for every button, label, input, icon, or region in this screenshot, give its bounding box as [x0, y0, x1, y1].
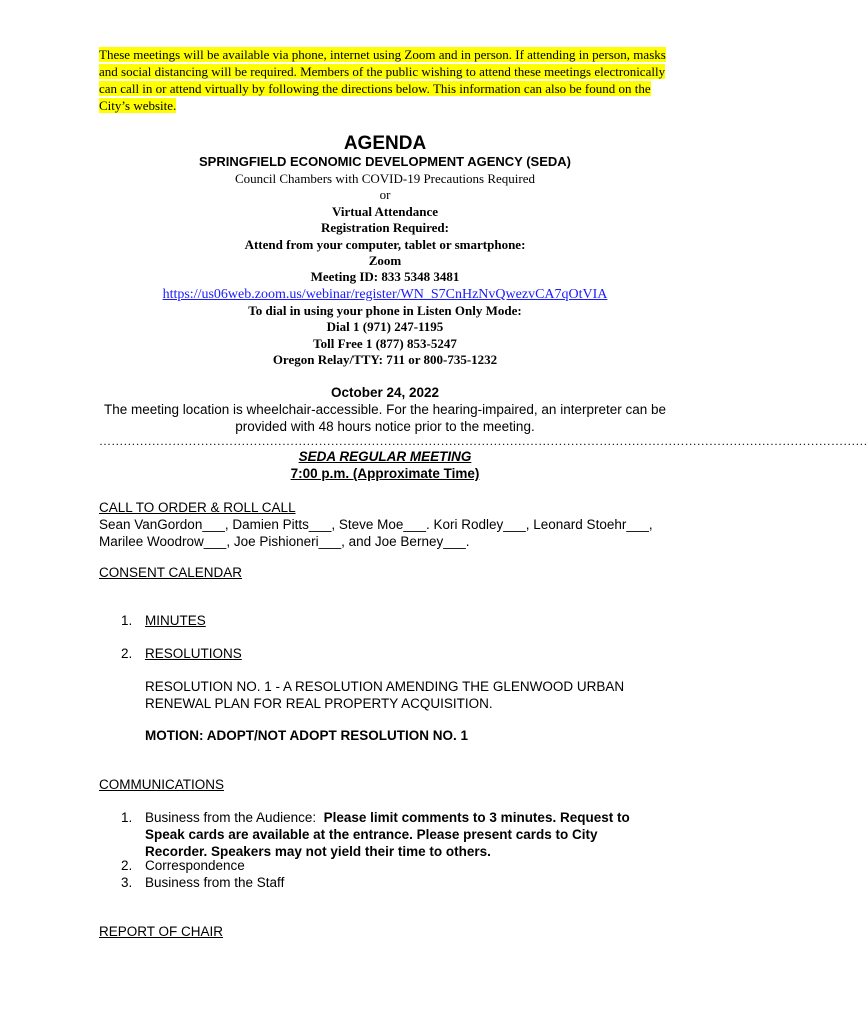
list-number: 3. [121, 875, 133, 890]
item-instructions: Speak cards are available at the entrance. Please present cards to City [145, 827, 598, 842]
resolution-text [145, 678, 665, 712]
correspondence-item: Correspondence [145, 858, 245, 873]
attend-line: Attend from your computer, tablet or smartphone: [244, 236, 526, 252]
item-instructions: Please limit comments to 3 minutes. Request to [323, 810, 630, 825]
resolutions-item: RESOLUTIONS [145, 646, 242, 661]
roll-call-line: Marilee Woodrow___, Joe Pishioneri___, and Joe Berney___. [99, 534, 470, 549]
dial-number: Dial 1 (971) 247-1195 [326, 319, 444, 335]
roll-call-heading: CALL TO ORDER & ROLL CALL [99, 500, 296, 515]
location-line: Council Chambers with COVID-19 Precautions Required [234, 171, 536, 186]
virtual-line: Virtual Attendance [331, 203, 439, 219]
report-of-chair-heading: REPORT OF CHAIR [99, 924, 224, 939]
resolution-line: RESOLUTION NO. 1 - A RESOLUTION AMENDING THE GLENWOOD URBAN [145, 679, 625, 694]
registration-line: Registration Required: [321, 220, 449, 236]
agency-name: SPRINGFIELD ECONOMIC DEVELOPMENT AGENCY (SEDA) [199, 154, 571, 169]
business-from-staff-item: Business from the Staff [145, 875, 285, 890]
relay-number: Oregon Relay/TTY: 711 or 800-735-1232 [272, 352, 498, 368]
platform-line: Zoom [368, 253, 402, 269]
zoom-registration-link[interactable]: https://us06web.zoom.us/webinar/register/WN_S7CnHzNvQwezvCA7qOtVIA [162, 286, 608, 302]
motion-text: MOTION: ADOPT/NOT ADOPT RESOLUTION NO. 1 [145, 728, 468, 743]
resolution-line: RENEWAL PLAN FOR REAL PROPERTY ACQUISITION. [145, 696, 493, 711]
minutes-item: MINUTES [145, 613, 206, 628]
page-title: AGENDA [343, 133, 427, 154]
consent-calendar-heading: CONSENT CALENDAR [99, 565, 243, 580]
meeting-time: 7:00 p.m. (Approximate Time) [290, 466, 480, 481]
meeting-info-block [60, 171, 710, 368]
dial-intro: To dial in using your phone in Listen Only Mode: [248, 302, 522, 318]
item-instructions: Recorder. Speakers may not yield their time to others. [145, 844, 491, 859]
list-number: 2. [121, 646, 133, 661]
accessibility-note: The meeting location is wheelchair-accessible. For the hearing-impaired, an interpreter can be provided with 48 hours notice prior to the meeting. [103, 402, 667, 434]
roll-call-line: Sean VanGordon___, Damien Pitts___, Steve Moe___. Kori Rodley___, Leonard Stoehr___, [99, 517, 653, 532]
list-number: 2. [121, 858, 133, 873]
meeting-title: SEDA REGULAR MEETING [298, 449, 472, 464]
list-number: 1. [121, 810, 133, 825]
item-label: Business from the Audience: [145, 810, 317, 825]
toll-free-number: Toll Free 1 (877) 853-5247 [313, 335, 457, 351]
list-number: 1. [121, 613, 133, 628]
communications-heading: COMMUNICATIONS [99, 777, 224, 792]
meeting-date: October 24, 2022 [330, 385, 440, 400]
business-from-audience-item [145, 809, 665, 860]
notice-highlight: These meetings will be available via phone, internet using Zoom and in person. If attending in person, masks and social distancing will be required. Members of the public wishing to attend these meetings electronically can call in or attend virtually by following the directions below. This information can also be found on the City’s website. [99, 47, 666, 113]
attendance-notice [99, 46, 674, 114]
roll-call-section [99, 499, 679, 550]
meeting-id: Meeting ID: 833 5348 3481 [310, 269, 460, 285]
or-line: or [379, 187, 391, 203]
dotted-separator: ……………………………………………………………………………………………………………………………………………………………………… [99, 434, 868, 448]
